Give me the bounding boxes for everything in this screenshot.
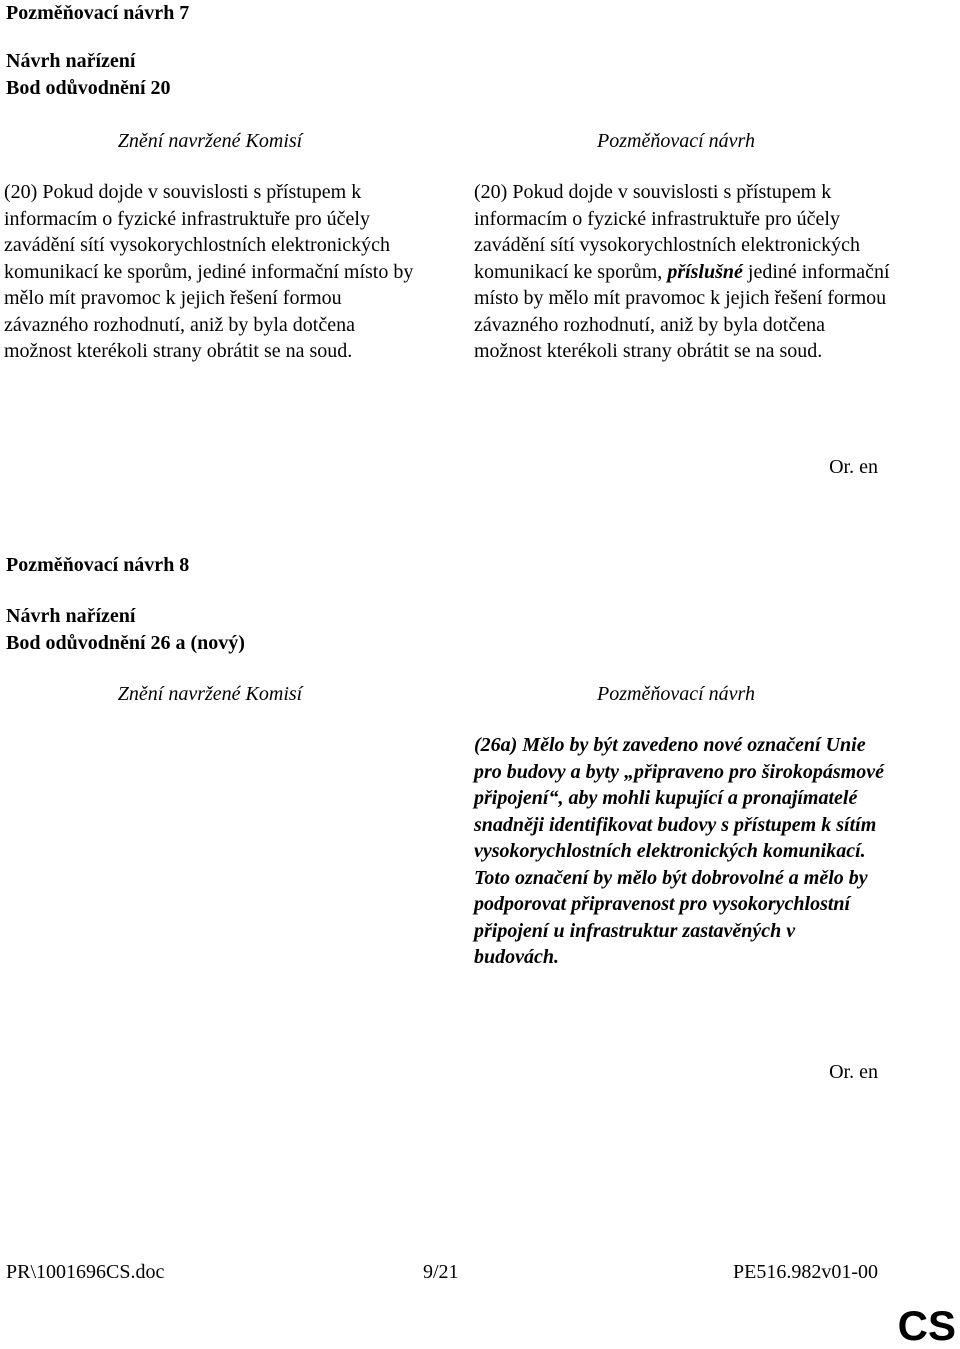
language-badge: CS	[897, 1302, 956, 1349]
amendment-8-amended-text: (26a) Mělo by být zavedeno nové označení Unie pro budovy a byty „připraveno pro širokopásmové připojení“, aby mohli kupující a pronajímatelé snadněji identifikovat budovy s přístupem k sítím vysokorychlostních elektronických komunikací. Toto označení by mělo být dobrovolné a mělo by podporovat připravenost pro vysokorychlostní připojení u infrastruktur zastavěných v budovách.	[474, 734, 884, 968]
amendment-7-proposal: Návrh nařízení	[6, 50, 136, 72]
amendment-7-left-column-heading: Znění navržené Komisí	[117, 130, 303, 152]
amendment-7-title: Pozměňovací návrh 7	[6, 2, 190, 24]
amendment-8-right-column-heading: Pozměňovací návrh	[597, 683, 755, 705]
amendment-7-amended-text	[474, 179, 894, 365]
amendment-7-commission-text: (20) Pokud dojde v souvislosti s přístupem k informacím o fyzické infrastruktuře pro účely zavádění sítí vysokorychlostních elektronických komunikací ke sporům, jediné informační místo by mělo mít pravomoc k jejich řešení formou závazného rozhodnutí, aniž by byla dotčena možnost kterékoli strany obrátit se na soud.	[4, 181, 414, 362]
amendment-8-recital: Bod odůvodnění 26 a (nový)	[6, 632, 245, 654]
amendment-8-title: Pozměňovací návrh 8	[6, 554, 190, 576]
amendment-7-original-language: Or. en	[829, 456, 878, 478]
footer-document-reference: PR\1001696CS.doc	[6, 1261, 165, 1283]
amendment-7-amended-text-before: (20) Pokud dojde v souvislosti s přístupem k informacím o fyzické infrastruktuře pro účely zavádění sítí vysokorychlostních elektronických komunikací ke sporům,	[474, 181, 861, 283]
amendment-7-amended-insertion: příslušné	[667, 260, 743, 283]
amendment-7-amended-text-after: jediné informační místo by mělo mít pravomoc k jejich řešení formou závazného rozhodnutí, aniž by byla dotčena možnost kterékoli strany obrátit se na soud.	[474, 260, 890, 362]
amendment-8-proposal: Návrh nařízení	[6, 605, 136, 627]
footer-pe-reference: PE516.982v01-00	[733, 1261, 878, 1283]
amendment-8-original-language: Or. en	[829, 1061, 878, 1083]
amendment-7-right-column-heading: Pozměňovací návrh	[597, 130, 755, 152]
amendment-8-left-column-heading: Znění navržené Komisí	[117, 683, 303, 705]
amendment-7-recital: Bod odůvodnění 20	[6, 77, 171, 99]
footer-page-number: 9/21	[423, 1261, 459, 1283]
